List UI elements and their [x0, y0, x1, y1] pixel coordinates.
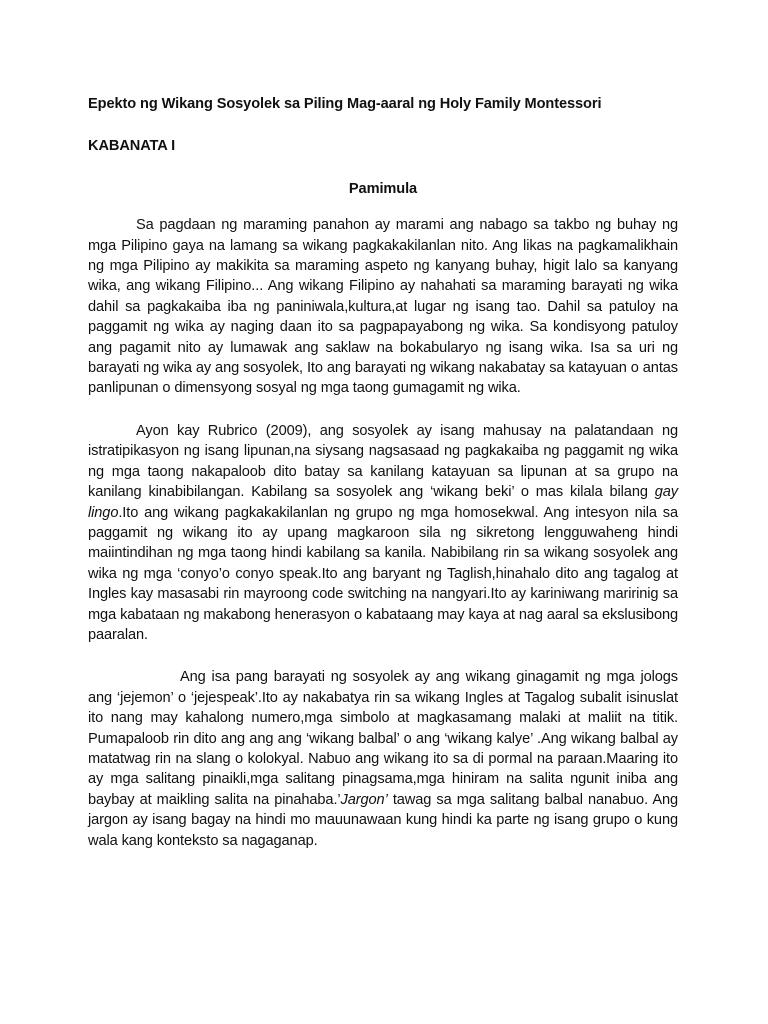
- document-title: Epekto ng Wikang Sosyolek sa Piling Mag-aaral ng Holy Family Montessori: [88, 96, 602, 112]
- paragraph-2-text: Ayon kay Rubrico (2009), ang sosyolek ay isang mahusay na palatandaan ng istratipikasyon ng isang lipunan,na siysang nagsasaad ng pagkakaiba ng paggamit ng wika ng mga taong nakapaloob dito batay sa kanilang katayuan sa lipunan at sa grupo na kanilang kinabibilangan. Kabilang sa sosyolek ang ‘wikang beki’ o mas kilala bilang: [88, 422, 678, 501]
- paragraph-2-text-cont: .Ito ang wikang pagkakakilanlan ng grupo ng mga homosekwal. Ang intesyon nila sa paggamit ng wikang ito ay upang magkaroon sila ng sikretong lengguwaheng hindi maiintindihan ng mga taong hindi kabilang sa kanila. Nabibilang rin sa wikang sosyolek ang wika ng mga ‘conyo’o conyo speak.Ito ang baryant ng Taglish,hinahalo dito ang tagalog at Ingles kay masasabi rin mayroong code switching na nangyari.Ito ay kariniwang maririnig sa mga kabataan ng makabong henerasyon o kabataang may kaya at nag aaral sa ekslusibong paaralan.: [88, 504, 678, 643]
- chapter-heading: KABANATA I: [88, 138, 176, 155]
- paragraph-2-italic-term: gay lingo: [88, 484, 678, 521]
- paragraph-3-text-cont: tawag sa mga salitang balbal nanabuo. Ang jargon ay isang bagay na hindi mo mauunawaan kung hindi ka parte ng isang grupo o kung wala kang konteksto sa nagaganap.: [88, 791, 678, 849]
- document-body: [88, 94, 678, 851]
- paragraph-3: [88, 667, 678, 851]
- section-heading: Pamimula: [348, 180, 418, 197]
- paragraph-2: [88, 421, 678, 645]
- paragraph-1: Sa pagdaan ng maraming panahon ay marami ang nabago sa takbo ng buhay ng mga Pilipino gaya na lamang sa wikang pagkakakilanlan nito. Ang likas na pagkamalikhain ng mga Pilipino ay makikita sa maraming aspeto ng kanyang buhay, higit lalo sa kanyang wika, ang wikang Filipino... Ang wikang Filipino ay nahahati sa maraming barayati ng wika dahil sa pagkakaiba iba ng paniniwala,kultura,at lugar ng isang tao. Dahil sa patuloy na paggamit ng wika ay naging daan ito sa pagpapayabong ng wika. Sa kondisyong patuloy ang pagamit nito ay lumawak ang saklaw na bokabularyo ng isang wika. Isa sa uri ng barayati ng wika ay ang sosyolek, Ito ang barayati ng wikang nakabatay sa katayuan o antas panlipunan o dimensyong sosyal ng mga taong gumagamit ng wika.: [88, 217, 678, 397]
- paragraph-3-italic-term: Jargon’: [340, 791, 388, 808]
- paragraph-3-text: Ang isa pang barayati ng sosyolek ay ang wikang ginagamit ng mga jologs ang ‘jejemon’ o ‘jejespeak’.Ito ay nakabatya rin sa wikang Ingles at Tagalog subalit isinuslat ito nang may kahalong numero,mga simbolo at magkasamang malaki at maliit na titik. Pumapaloob rin dito ang ang ang ‘wikang balbal’ o ang ‘wikang kalye’ .Ang wikang balbal ay matatwag rin na slang o kolokyal. Nabuo ang wikang ito sa di pormal na paraan.Maaring ito ay mga salitang pinaikli,mga salitang pinagsama,mga hiniram na salita ngunit iniba ang baybay at maikling salita na pinahaba.’: [88, 669, 678, 808]
